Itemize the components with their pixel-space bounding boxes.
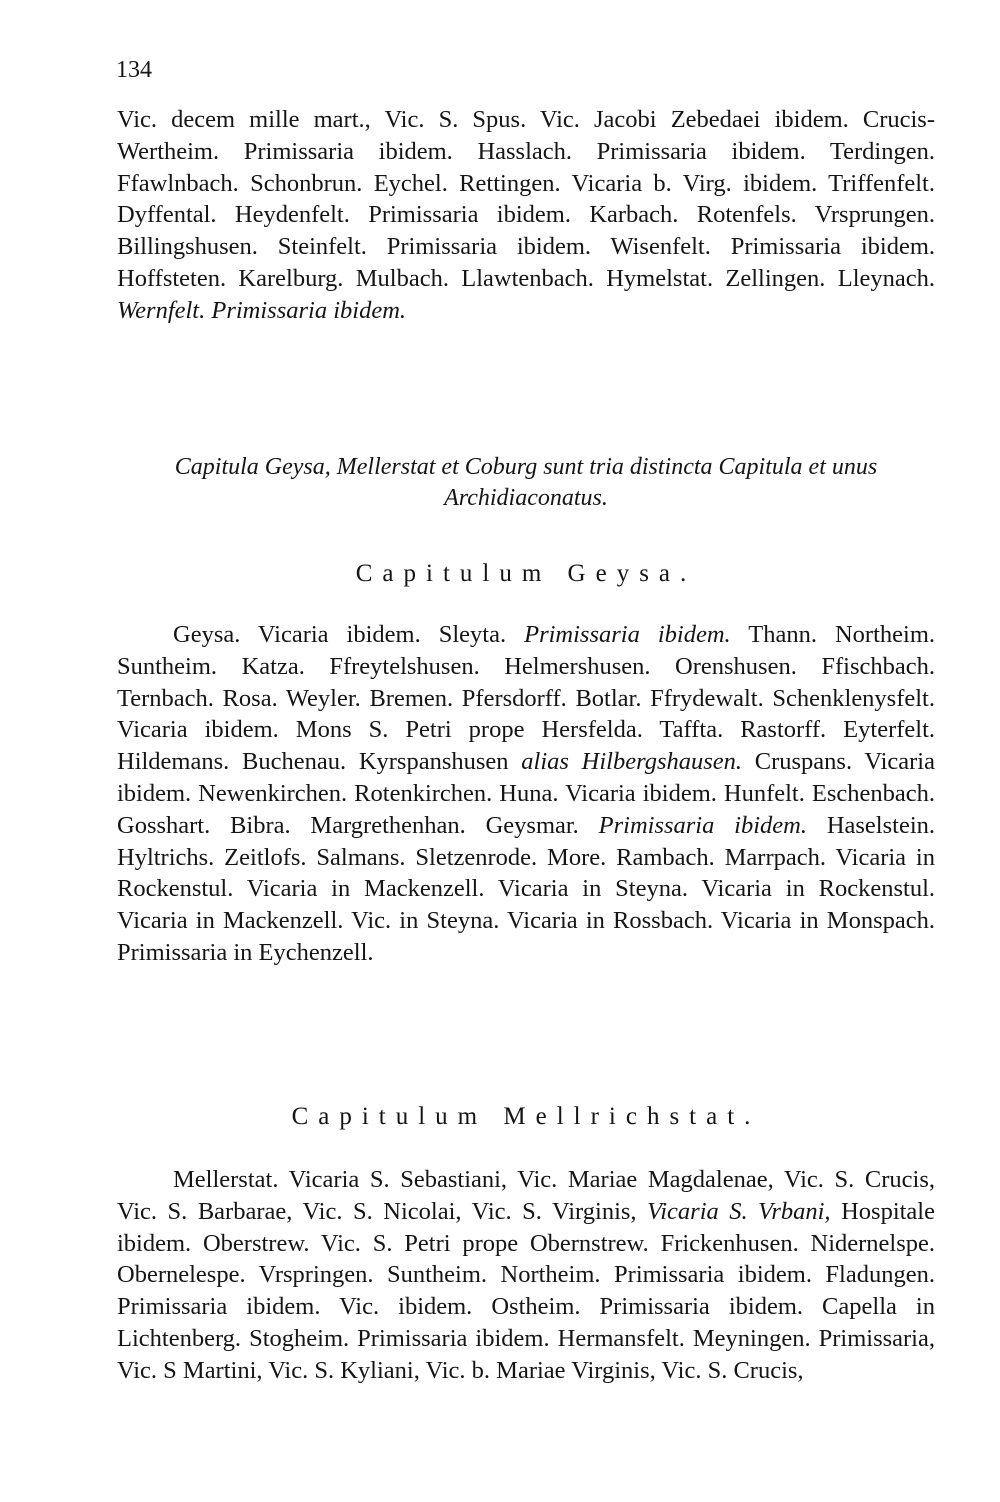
section-heading-mellrichstat: Capitulum Mellrichstat. — [291, 1103, 761, 1130]
italic-text-run: Primissaria ibidem. — [598, 811, 807, 839]
chapter-note: Capitula Geysa, Mellerstat et Coburg sunt tria distincta Capitula et unus Archidiaconatus. — [174, 454, 878, 511]
section-heading-geysa: Capitulum Geysa. — [355, 560, 697, 587]
page-number: 134 — [116, 57, 152, 83]
paragraph-mellrichstat — [117, 1164, 935, 1387]
paragraph-continuation — [117, 104, 935, 327]
text-run: Haselstein. Hyltrichs. Zeitlofs. Salmans. Sletzenrode. More. Rambach. Marrpach. Vicaria in Rockenstul. Vicaria in Mackenzell. Vicaria in Steyna. Vicaria in Rockenstul. Vicaria in Mackenzell. Vic. in Steyna. Vicaria in Rossbach. Vicaria in Monspach. Primissaria in Eychenzell. — [117, 811, 936, 966]
text-run: Hospitale ibidem. Oberstrew. Vic. S. Petri prope Obernstrew. Frickenhusen. Nidernelspe. Obernelespe. Vrspringen. Suntheim. Northeim. Primissaria ibidem. Fladungen. Primissaria ibidem. Vic. ibidem. Ostheim. Primissaria ibidem. Capella in Lichtenberg. Stogheim. Primissaria ibidem. Hermansfelt. Meyningen. Primissaria, Vic. S Martini, Vic. S. Kyliani, Vic. b. Mariae Virginis, Vic. S. Crucis, — [117, 1197, 935, 1384]
text-run: Vic. decem mille mart., Vic. S. Spus. Vic. Jacobi Zebedaei ibidem. Crucis-Wertheim. Primissaria ibidem. Hasslach. Primissaria ibidem. Terdingen. Ffawlnbach. Schonbrun. Eychel. Rettingen. Vicaria b. Virg. ibidem. Triffenfelt. Dyffental. Heydenfelt. Primissaria ibidem. Karbach. Rotenfels. Vrsprungen. Billingshusen. Steinfelt. Primissaria ibidem. Wisenfelt. Primissaria ibidem. Hoffsteten. Karelburg. Mulbach. Llawtenbach. Hymelstat. Zellingen. Lleynach. — [117, 106, 935, 292]
italic-text-run: Primissaria ibidem. — [524, 621, 731, 648]
text-run: Mellerstat. Vicaria S. Sebastiani, Vic. Mariae Magdalenae, Vic. S. Crucis, Vic. S. Barbarae, Vic. S. Nicolai, Vic. S. Virginis, — [117, 1166, 935, 1225]
italic-text-run: alias Hilbergshausen. — [521, 748, 743, 776]
italic-text-run: Vicaria S. Vrbani, — [647, 1197, 831, 1225]
text-run: Cruspans. Vicaria ibidem. Newenkirchen. Rotenkirchen. Huna. Vicaria ibidem. Hunfelt. Eschenbach. Gosshart. Bibra. Margrethenhan. Geysmar. — [117, 748, 935, 839]
text-run: Geysa. Vicaria ibidem. Sleyta. — [173, 621, 507, 648]
text-run: Thann. Northeim. Suntheim. Katza. Ffreytelshusen. Helmershusen. Orenshusen. Ffischbach. Ternbach. Rosa. Weyler. Bremen. Pfersdorff. Botlar. Ffrydewalt. Schenklenysfelt. Vicaria ibidem. Mons S. Petri prope Hersfelda. Taffta. Rastorff. Eyterfelt. Hildemans. Buchenau. Kyrspanshusen — [117, 621, 936, 776]
italic-text-run: Wernfelt. Primissaria ibidem. — [117, 296, 407, 324]
paragraph-geysa — [117, 619, 935, 969]
